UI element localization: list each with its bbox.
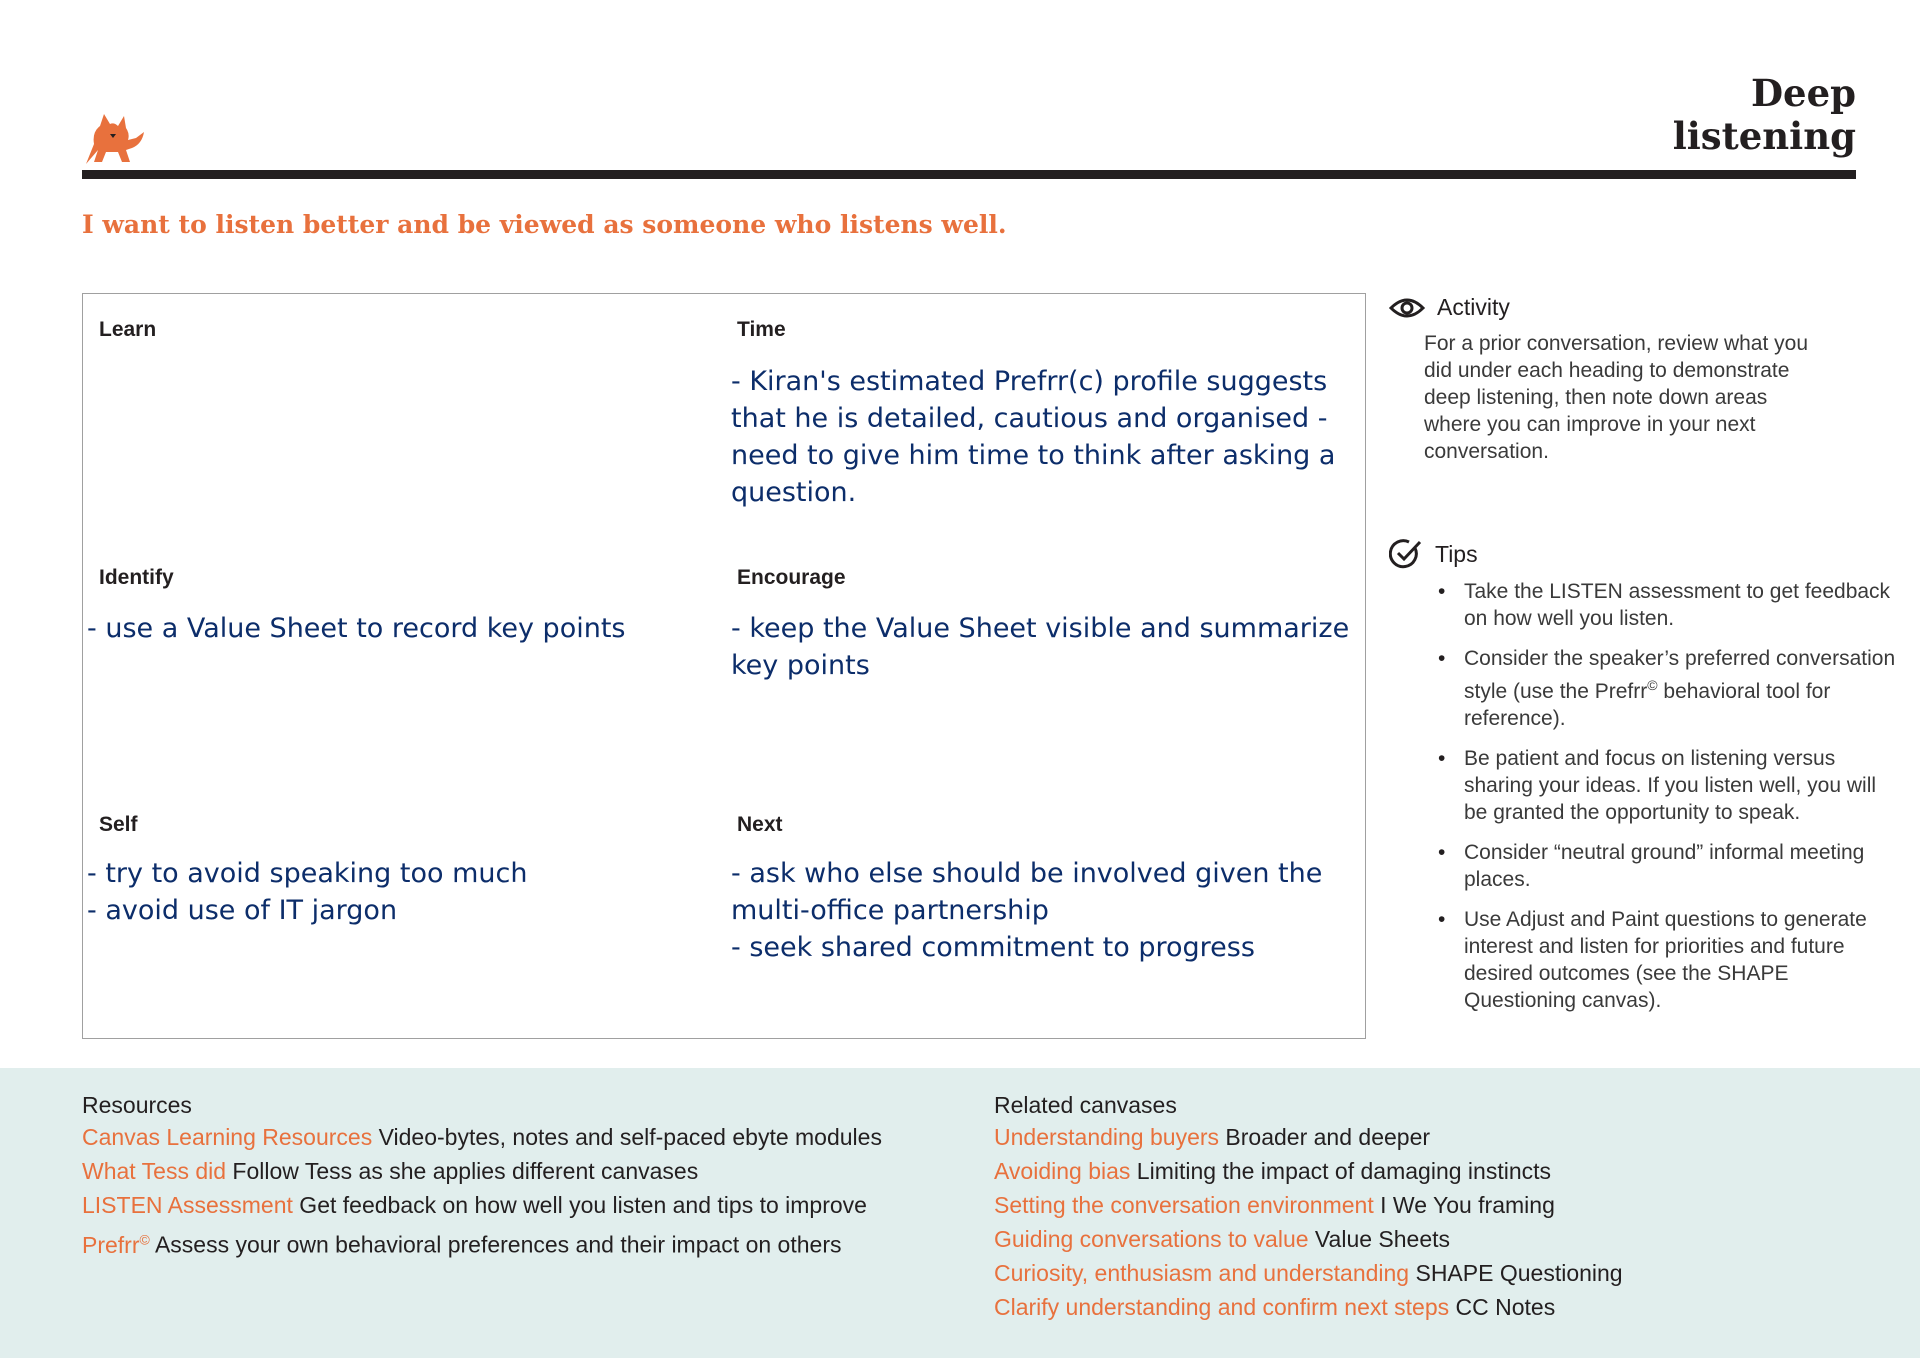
encourage-label: Encourage (737, 566, 846, 589)
related-link[interactable]: Guiding conversations to value (994, 1226, 1309, 1252)
related-link[interactable]: Understanding buyers (994, 1124, 1220, 1150)
activity-heading-label: Activity (1437, 294, 1510, 320)
related-link[interactable]: Curiosity, enthusiasm and understanding (994, 1260, 1410, 1286)
time-label: Time (737, 318, 786, 341)
resource-link[interactable]: LISTEN Assessment (82, 1192, 293, 1218)
header-rule (82, 170, 1856, 179)
eye-icon (1389, 296, 1425, 320)
tips-heading (1389, 538, 1478, 570)
related-list (994, 1120, 1623, 1324)
resource-link[interactable]: Canvas Learning Resources (82, 1124, 373, 1150)
identify-label: Identify (99, 566, 174, 589)
related-link[interactable]: Setting the conversation environment (994, 1192, 1374, 1218)
tip-item: • Be patient and focus on listening versus sharing your ideas. If you listen well, you will be granted the opportunity to speak. (1464, 745, 1904, 826)
resource-item: Canvas Learning Resources Video-bytes, notes and self-paced ebyte modules (82, 1124, 882, 1150)
tip-item: • Consider “neutral ground” informal meeting places. (1464, 839, 1904, 893)
time-text[interactable]: - Kiran's estimated Prefrr(c) profile suggests that he is detailed, cautious and organised - need to give him time to think after asking a question. (731, 366, 1336, 508)
related-link[interactable]: Avoiding bias (994, 1158, 1131, 1184)
identify-text[interactable]: - use a Value Sheet to record key points (87, 613, 626, 644)
resources-list (82, 1120, 882, 1262)
self-label: Self (99, 813, 138, 836)
tip-item: • Take the LISTEN assessment to get feedback on how well you listen. (1464, 578, 1904, 632)
tips-list (1424, 578, 1904, 1027)
related-link[interactable]: Clarify understanding and confirm next steps (994, 1294, 1450, 1320)
resources-heading: Resources (82, 1092, 192, 1118)
related-item: Setting the conversation environment I We You framing (994, 1192, 1555, 1218)
resource-item: Prefrr© Assess your own behavioral preferences and their impact on others (82, 1231, 842, 1258)
next-label: Next (737, 813, 783, 836)
activity-text: For a prior conversation, review what you did under each heading to demonstrate deep listening, then note down areas where you can improve in your next conversation. (1424, 332, 1808, 463)
resource-item: What Tess did Follow Tess as she applies different canvases (82, 1158, 699, 1184)
tip-item: • Use Adjust and Paint questions to generate interest and listen for priorities and future desired outcomes (see the SHAPE Questioning canvas). (1464, 906, 1904, 1014)
title-line-2: listening (1672, 114, 1856, 158)
page-title (1673, 72, 1856, 158)
resource-link[interactable]: What Tess did (82, 1158, 227, 1184)
tagline: I want to listen better and be viewed as someone who listens well. (82, 210, 1007, 239)
related-heading: Related canvases (994, 1092, 1177, 1118)
fox-logo-icon (80, 104, 146, 166)
related-item: Curiosity, enthusiasm and understanding SHAPE Questioning (994, 1260, 1623, 1286)
related-item: Avoiding bias Limiting the impact of damaging instincts (994, 1158, 1551, 1184)
related-item: Clarify understanding and confirm next steps CC Notes (994, 1294, 1556, 1320)
check-circle-icon (1389, 538, 1423, 570)
tip-item: • Consider the speaker’s preferred conversation style (use the Prefrr© behavioral tool for reference). (1464, 645, 1904, 732)
related-item: Understanding buyers Broader and deeper (994, 1124, 1431, 1150)
title-line-1: Deep (1750, 71, 1856, 115)
tips-heading-label: Tips (1435, 540, 1478, 567)
learn-label: Learn (99, 318, 157, 341)
resource-link[interactable]: Prefrr© (82, 1231, 150, 1258)
encourage-text[interactable]: - keep the Value Sheet visible and summarize key points (731, 613, 1350, 681)
next-text[interactable]: - ask who else should be involved given the multi-office partnership - seek shared commitment to progress (731, 858, 1323, 963)
activity-heading (1389, 294, 1510, 321)
self-text[interactable]: - try to avoid speaking too much - avoid use of IT jargon (87, 858, 528, 926)
related-item: Guiding conversations to value Value Sheets (994, 1226, 1451, 1252)
resource-item: LISTEN Assessment Get feedback on how well you listen and tips to improve (82, 1192, 867, 1218)
